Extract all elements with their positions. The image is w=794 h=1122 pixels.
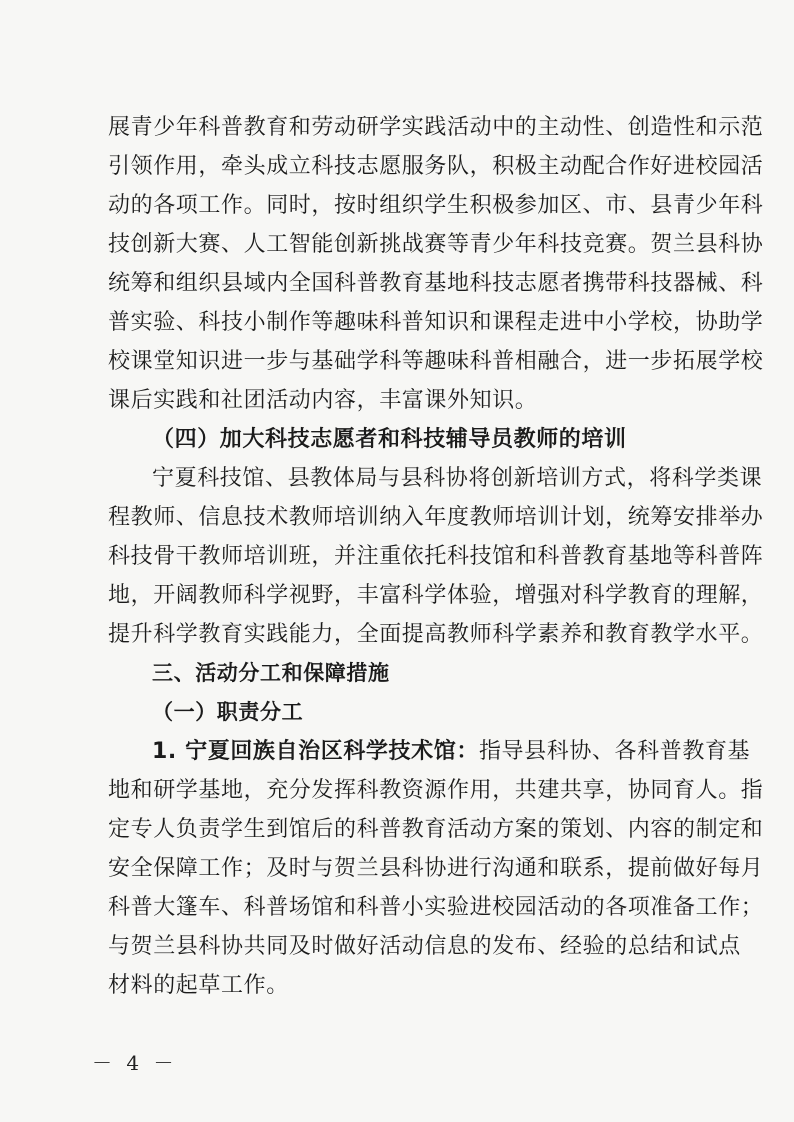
- text-line: 地和研学基地，充分发挥科教资源作用，共建共享，协同育人。指: [108, 778, 764, 803]
- item-first-line: [108, 732, 751, 771]
- text-line: 定专人负责学生到馆后的科普教育活动方案的策划、内容的制定和: [108, 817, 764, 842]
- text-line: 宁夏科技馆、县教体局与县科协将创新培训方式，将科学类课: [152, 466, 763, 491]
- text-line: 引领作用，牵头成立科技志愿服务队，积极主动配合作好进校园活: [108, 154, 764, 179]
- section-heading: （四）加大科技志愿者和科技辅导员教师的培训: [152, 427, 627, 452]
- subsection-heading: （一）职责分工: [152, 700, 304, 724]
- text-line: 科技骨干教师培训班，并注重依托科技馆和科普教育基地等科普阵: [108, 544, 764, 569]
- text-line: 与贺兰县科协共同及时做好活动信息的发布、经验的总结和试点: [108, 934, 741, 959]
- paragraph-3: [108, 732, 764, 1005]
- item-text: 指导县科协、各科普教育基: [478, 739, 751, 764]
- page-number: － 4 －: [92, 1051, 178, 1075]
- text-line: 展青少年科普教育和劳动研学实践活动中的主动性、创造性和示范: [108, 115, 764, 140]
- text-line: 提升科学教育实践能力，全面提高教师科学素养和教育教学水平。: [108, 622, 764, 647]
- item-label: 1. 宁夏回族自治区科学技术馆：: [152, 739, 479, 764]
- text-line: 技创新大赛、人工智能创新挑战赛等青少年科技竞赛。贺兰县科协: [108, 232, 764, 257]
- paragraph-2: [108, 459, 764, 654]
- text-line: 安全保障工作；及时与贺兰县科协进行沟通和联系，提前做好每月: [108, 856, 764, 881]
- text-line: 动的各项工作。同时，按时组织学生积极参加区、市、县青少年科: [108, 193, 764, 218]
- text-line: 地，开阔教师科学视野，丰富科学体验，增强对科学教育的理解，: [108, 583, 764, 608]
- text-line: 校课堂知识进一步与基础学科等趣味科普相融合，进一步拓展学校: [108, 349, 764, 374]
- text-line: 科普大篷车、科普场馆和科普小实验进校园活动的各项准备工作；: [108, 895, 764, 920]
- paragraph-1: [108, 108, 764, 420]
- text-line: 材料的起草工作。: [108, 973, 289, 998]
- chapter-heading: 三、活动分工和保障措施: [152, 661, 390, 685]
- document-body: [108, 108, 764, 1005]
- text-line: 普实验、科技小制作等趣味科普知识和课程走进中小学校，协助学: [108, 310, 764, 335]
- text-line: 程教师、信息技术教师培训纳入年度教师培训计划，统筹安排举办: [108, 505, 764, 530]
- text-line: 课后实践和社团活动内容，丰富课外知识。: [108, 388, 538, 413]
- text-line: 统筹和组织县域内全国科普教育基地科技志愿者携带科技器械、科: [108, 271, 764, 296]
